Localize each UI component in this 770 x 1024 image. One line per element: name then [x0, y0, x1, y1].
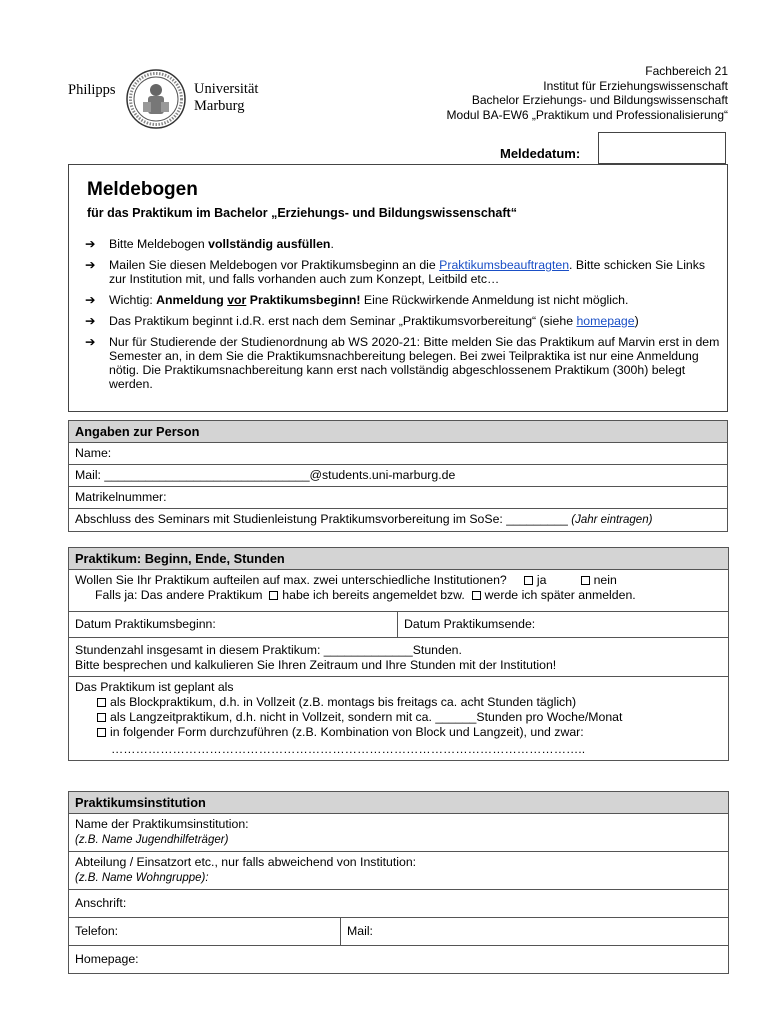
- university-logo: [68, 68, 268, 130]
- instruction-list: [83, 237, 723, 398]
- institution-heading: Praktikumsinstitution: [69, 792, 729, 814]
- ja-checkbox[interactable]: [524, 576, 533, 585]
- form-subtitle: für das Praktikum im Bachelor „Erziehungs- und Bildungswissenschaft“: [87, 206, 517, 220]
- arrow-right-icon: ➔: [85, 237, 96, 251]
- person-heading: Angaben zur Person: [69, 421, 728, 443]
- logo-word-marburg: Marburg: [194, 98, 245, 114]
- blockpraktikum-checkbox[interactable]: [97, 698, 106, 707]
- telefon-field[interactable]: Telefon:: [69, 918, 341, 946]
- header-line: Institut für Erziehungswissenschaft: [543, 78, 728, 93]
- kombination-checkbox[interactable]: [97, 728, 106, 737]
- institution-name-hint: (z.B. Name Jugendhilfeträger): [75, 834, 229, 846]
- bereits-angemeldet-checkbox[interactable]: [269, 591, 278, 600]
- header-line: Modul BA-EW6 „Praktikum und Professionalisierung“: [446, 107, 728, 122]
- logo-word-philipps: Philipps: [68, 82, 116, 98]
- end-date-field[interactable]: Datum Praktikumsende:: [398, 612, 729, 638]
- free-text-line[interactable]: ……………………………………………………………………………………………………..: [111, 742, 586, 756]
- instruction-item: ➔ Wichtig: Anmeldung vor Praktikumsbeginn! Eine Rückwirkende Anmeldung ist nicht möglich.: [85, 293, 629, 307]
- homepage-field[interactable]: Homepage:: [69, 946, 729, 974]
- split-question-row: Wollen Sie Ihr Praktikum aufteilen auf max. zwei unterschiedliche Institutionen? ja nein Falls ja: Das andere Praktikum habe ich bereits angemeldet bzw. werde ich später anmelden.: [69, 570, 729, 612]
- arrow-right-icon: ➔: [85, 293, 96, 307]
- form-title: Meldebogen: [87, 179, 198, 200]
- instruction-item: ➔ Bitte Meldebogen vollständig ausfüllen.: [85, 237, 334, 251]
- begin-date-field[interactable]: Datum Praktikumsbeginn:: [69, 612, 398, 638]
- matrikel-field[interactable]: Matrikelnummer:: [69, 487, 728, 509]
- nein-checkbox[interactable]: [581, 576, 590, 585]
- person-section: [68, 420, 728, 532]
- arrow-right-icon: ➔: [85, 258, 96, 272]
- langzeitpraktikum-checkbox[interactable]: [97, 713, 106, 722]
- header-line: Bachelor Erziehungs- und Bildungswissenschaft: [471, 93, 728, 108]
- praktikum-heading: Praktikum: Beginn, Ende, Stunden: [69, 548, 729, 570]
- arrow-right-icon: ➔: [85, 314, 96, 328]
- instruction-item: ➔ Nur für Studierende der Studienordnung ab WS 2020-21: Bitte melden Sie das Praktikum auf Marvin erst in dem Semester an, in dem Sie die Praktikumsnachbereitung belegen. Bei zwei Teilpraktika ist nur eine Anmeldung nötig. Die Praktikumsnachbereitung kann erst nach vollständig abgeschlossenem Praktikum (300h) belegt werden.: [85, 335, 720, 391]
- seminar-hint: (Jahr eintragen): [571, 514, 653, 526]
- logo-word-universitaet: Universität: [194, 81, 259, 97]
- praktikum-section: [68, 547, 729, 761]
- abteilung-hint: (z.B. Name Wohngruppe):: [75, 872, 209, 884]
- anschrift-field[interactable]: Anschrift:: [69, 890, 729, 918]
- instruction-item: ➔ Mailen Sie diesen Meldebogen vor Praktikumsbeginn an die Praktikumsbeauftragten. Bitte schicken Sie Links zur Institution mit, und falls vorhanden auch zum Konzept, Leitbild etc…: [85, 258, 706, 286]
- homepage-link[interactable]: homepage: [576, 314, 635, 328]
- intro-box: [68, 164, 728, 412]
- arrow-right-icon: ➔: [85, 335, 96, 349]
- spaeter-anmelden-checkbox[interactable]: [472, 591, 481, 600]
- institution-name-field[interactable]: Name der Praktikumsinstitution: (z.B. Name Jugendhilfeträger): [69, 814, 729, 852]
- mail-field[interactable]: Mail: ______________________________@students.uni-marburg.de: [69, 465, 728, 487]
- header-line: Fachbereich 21: [645, 64, 728, 78]
- plan-row: Das Praktikum ist geplant als als Blockpraktikum, d.h. in Vollzeit (z.B. montags bis freitags ca. acht Stunden täglich) als Langzeitpraktikum, d.h. nicht in Vollzeit, sondern mit ca. ______Stunden pro Woche/Monat in folgender Form durchzuführen (z.B. Kombination von Block und Langzeit), und zwar: ……………………………………………………………………………………………………..: [69, 677, 729, 761]
- department-header: [447, 64, 728, 122]
- institution-section: [68, 791, 729, 974]
- meldedatum-field[interactable]: [598, 132, 726, 164]
- institution-mail-field[interactable]: Mail:: [341, 918, 729, 946]
- hours-row[interactable]: Stundenzahl insgesamt in diesem Praktikum: _____________Stunden. Bitte besprechen und kalkulieren Sie Ihren Zeitraum und Ihre Stunden mit der Institution!: [69, 638, 729, 677]
- praktikumsbeauftragte-link[interactable]: Praktikumsbeauftragten: [439, 258, 570, 272]
- instruction-item: ➔ Das Praktikum beginnt i.d.R. erst nach dem Seminar „Praktikumsvorbereitung“ (siehe homepage): [85, 314, 639, 328]
- abteilung-field[interactable]: Abteilung / Einsatzort etc., nur falls abweichend von Institution: (z.B. Name Wohngruppe):: [69, 852, 729, 890]
- meldedatum-label: Meldedatum:: [500, 146, 581, 161]
- university-seal-icon: [125, 68, 187, 130]
- name-field[interactable]: Name:: [69, 443, 728, 465]
- seminar-field[interactable]: Abschluss des Seminars mit Studienleistung Praktikumsvorbereitung im SoSe: _________ (Jahr eintragen): [69, 509, 728, 532]
